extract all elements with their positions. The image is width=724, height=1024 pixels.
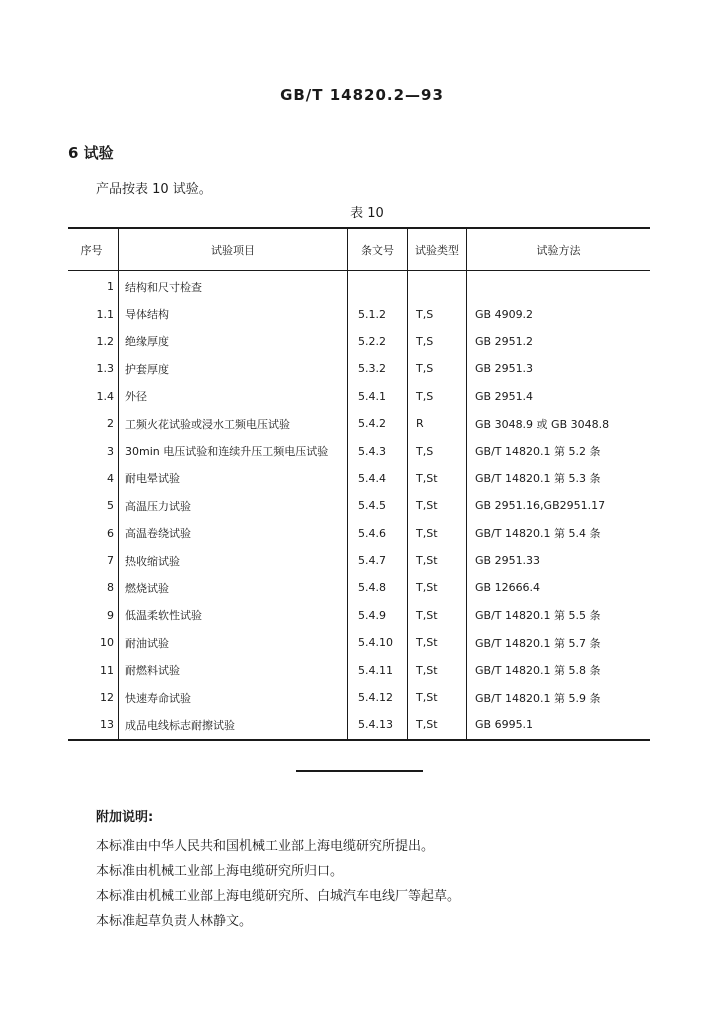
cell-type: T,S <box>408 328 467 355</box>
notes-line: 本标准由机械工业部上海电缆研究所归口。 <box>96 864 344 879</box>
additional-notes <box>96 806 460 934</box>
table-row <box>68 492 650 519</box>
cell-seq: 12 <box>100 691 114 705</box>
table-row <box>68 602 650 629</box>
cell-method: GB/T 14820.1 第 5.5 条 <box>467 602 651 629</box>
cell-item: 燃烧试验 <box>119 574 348 601</box>
cell-item: 结构和尺寸检查 <box>119 271 348 301</box>
cell-clause: 5.4.5 <box>348 492 408 519</box>
notes-line: 本标准起草负责人林静文。 <box>96 914 253 929</box>
cell-seq: 13 <box>68 711 119 739</box>
cell-seq: 1.4 <box>96 389 114 403</box>
cell-item: 30min 电压试验和连续升压工频电压试验 <box>119 437 348 464</box>
cell-clause: 5.2.2 <box>348 328 408 355</box>
cell-clause: 5.4.3 <box>348 437 408 464</box>
table-row <box>68 711 650 739</box>
cell-seq: 7 <box>107 554 114 568</box>
table-row <box>68 520 650 547</box>
cell-method: GB 3048.9 或 GB 3048.8 <box>467 410 651 437</box>
cell-clause: 5.4.6 <box>348 520 408 547</box>
cell-type: T,S <box>408 300 467 327</box>
cell-seq: 1.2 <box>96 334 114 348</box>
table-row <box>68 574 650 601</box>
cell-type: T,St <box>408 465 467 492</box>
cell-item: 热收缩试验 <box>119 547 348 574</box>
cell-item: 护套厚度 <box>119 355 348 382</box>
table-row <box>68 656 650 683</box>
table-row <box>68 355 650 382</box>
cell-clause: 5.4.10 <box>348 629 408 656</box>
page-header: GB/T 14820.2—93 <box>280 86 444 104</box>
table-header-row <box>68 228 650 271</box>
table-row <box>68 300 650 327</box>
cell-seq: 2 <box>107 417 114 431</box>
notes-title: 附加说明: <box>96 810 154 825</box>
cell-clause: 5.4.4 <box>348 465 408 492</box>
cell-seq: 9 <box>107 608 114 622</box>
table-body <box>68 271 650 740</box>
cell-type: T,S <box>408 437 467 464</box>
notes-line: 本标准由中华人民共和国机械工业部上海电缆研究所提出。 <box>96 839 435 854</box>
cell-method: GB 2951.4 <box>467 383 651 410</box>
col-header-type: 试验类型 <box>408 228 467 271</box>
cell-clause: 5.4.2 <box>348 410 408 437</box>
table-row <box>68 684 650 711</box>
cell-type: T,St <box>408 492 467 519</box>
cell-method: GB/T 14820.1 第 5.3 条 <box>467 465 651 492</box>
cell-item: 工频火花试验或浸水工频电压试验 <box>119 410 348 437</box>
cell-seq: 1 <box>107 280 114 294</box>
table-row <box>68 271 650 301</box>
cell-clause: 5.1.2 <box>348 300 408 327</box>
cell-item: 快速寿命试验 <box>119 684 348 711</box>
table-row <box>68 410 650 437</box>
end-rule <box>296 770 423 772</box>
cell-method: GB 2951.16,GB2951.17 <box>467 492 651 519</box>
cell-method: GB 2951.3 <box>467 355 651 382</box>
cell-method: GB 2951.2 <box>467 328 651 355</box>
cell-item: 耐电晕试验 <box>119 465 348 492</box>
cell-clause: 5.4.12 <box>348 684 408 711</box>
cell-method: GB/T 14820.1 第 5.9 条 <box>467 684 651 711</box>
cell-clause: 5.4.8 <box>348 574 408 601</box>
cell-method: GB/T 14820.1 第 5.2 条 <box>467 437 651 464</box>
cell-seq: 8 <box>107 581 114 595</box>
test-table <box>68 227 650 741</box>
col-header-clause: 条文号 <box>348 228 408 271</box>
cell-type: T,St <box>408 547 467 574</box>
cell-item: 导体结构 <box>119 300 348 327</box>
cell-item: 绝缘厚度 <box>119 328 348 355</box>
cell-seq: 1.3 <box>96 362 114 376</box>
table-caption: 表 10 <box>350 206 384 221</box>
cell-clause: 5.4.9 <box>348 602 408 629</box>
cell-type: T,St <box>408 574 467 601</box>
cell-seq: 5 <box>107 499 114 513</box>
section-heading: 6 试验 <box>68 144 114 162</box>
cell-item: 外径 <box>119 383 348 410</box>
cell-clause: 5.3.2 <box>348 355 408 382</box>
cell-item: 高温卷绕试验 <box>119 520 348 547</box>
cell-type: T,S <box>408 383 467 410</box>
notes-line: 本标准由机械工业部上海电缆研究所、白城汽车电线厂等起草。 <box>96 889 461 904</box>
cell-method: GB/T 14820.1 第 5.8 条 <box>467 656 651 683</box>
cell-type <box>408 271 467 301</box>
cell-type: T,St <box>408 629 467 656</box>
cell-seq: 6 <box>107 526 114 540</box>
table-row <box>68 547 650 574</box>
cell-item: 耐油试验 <box>119 629 348 656</box>
cell-type: T,St <box>408 684 467 711</box>
cell-type: T,St <box>408 656 467 683</box>
cell-type: R <box>408 410 467 437</box>
col-header-method: 试验方法 <box>467 228 651 271</box>
cell-clause: 5.4.1 <box>348 383 408 410</box>
cell-seq: 4 <box>107 471 114 485</box>
col-header-item: 试验项目 <box>119 228 348 271</box>
cell-method: GB 6995.1 <box>467 711 651 739</box>
cell-clause: 5.4.11 <box>348 656 408 683</box>
cell-method: GB 4909.2 <box>467 300 651 327</box>
table-row <box>68 629 650 656</box>
cell-method: GB 12666.4 <box>467 574 651 601</box>
cell-method <box>467 271 651 301</box>
cell-item: 耐燃料试验 <box>119 656 348 683</box>
table-row <box>68 437 650 464</box>
cell-seq: 3 <box>107 444 114 458</box>
section-intro: 产品按表 10 试验。 <box>96 182 212 197</box>
cell-method: GB/T 14820.1 第 5.7 条 <box>467 629 651 656</box>
cell-method: GB 2951.33 <box>467 547 651 574</box>
cell-method: GB/T 14820.1 第 5.4 条 <box>467 520 651 547</box>
table-row <box>68 465 650 492</box>
cell-seq: 1.1 <box>96 307 114 321</box>
col-header-seq: 序号 <box>68 228 119 271</box>
cell-item: 成品电线标志耐擦试验 <box>119 711 348 739</box>
cell-clause <box>348 271 408 301</box>
cell-seq: 10 <box>100 636 114 650</box>
table-row <box>68 383 650 410</box>
cell-clause: 5.4.7 <box>348 547 408 574</box>
cell-item: 高温压力试验 <box>119 492 348 519</box>
cell-clause: 5.4.13 <box>348 711 408 739</box>
cell-type: T,St <box>408 711 467 739</box>
cell-type: T,St <box>408 520 467 547</box>
cell-type: T,S <box>408 355 467 382</box>
cell-item: 低温柔软性试验 <box>119 602 348 629</box>
cell-seq: 11 <box>100 663 114 677</box>
table-row <box>68 328 650 355</box>
cell-type: T,St <box>408 602 467 629</box>
